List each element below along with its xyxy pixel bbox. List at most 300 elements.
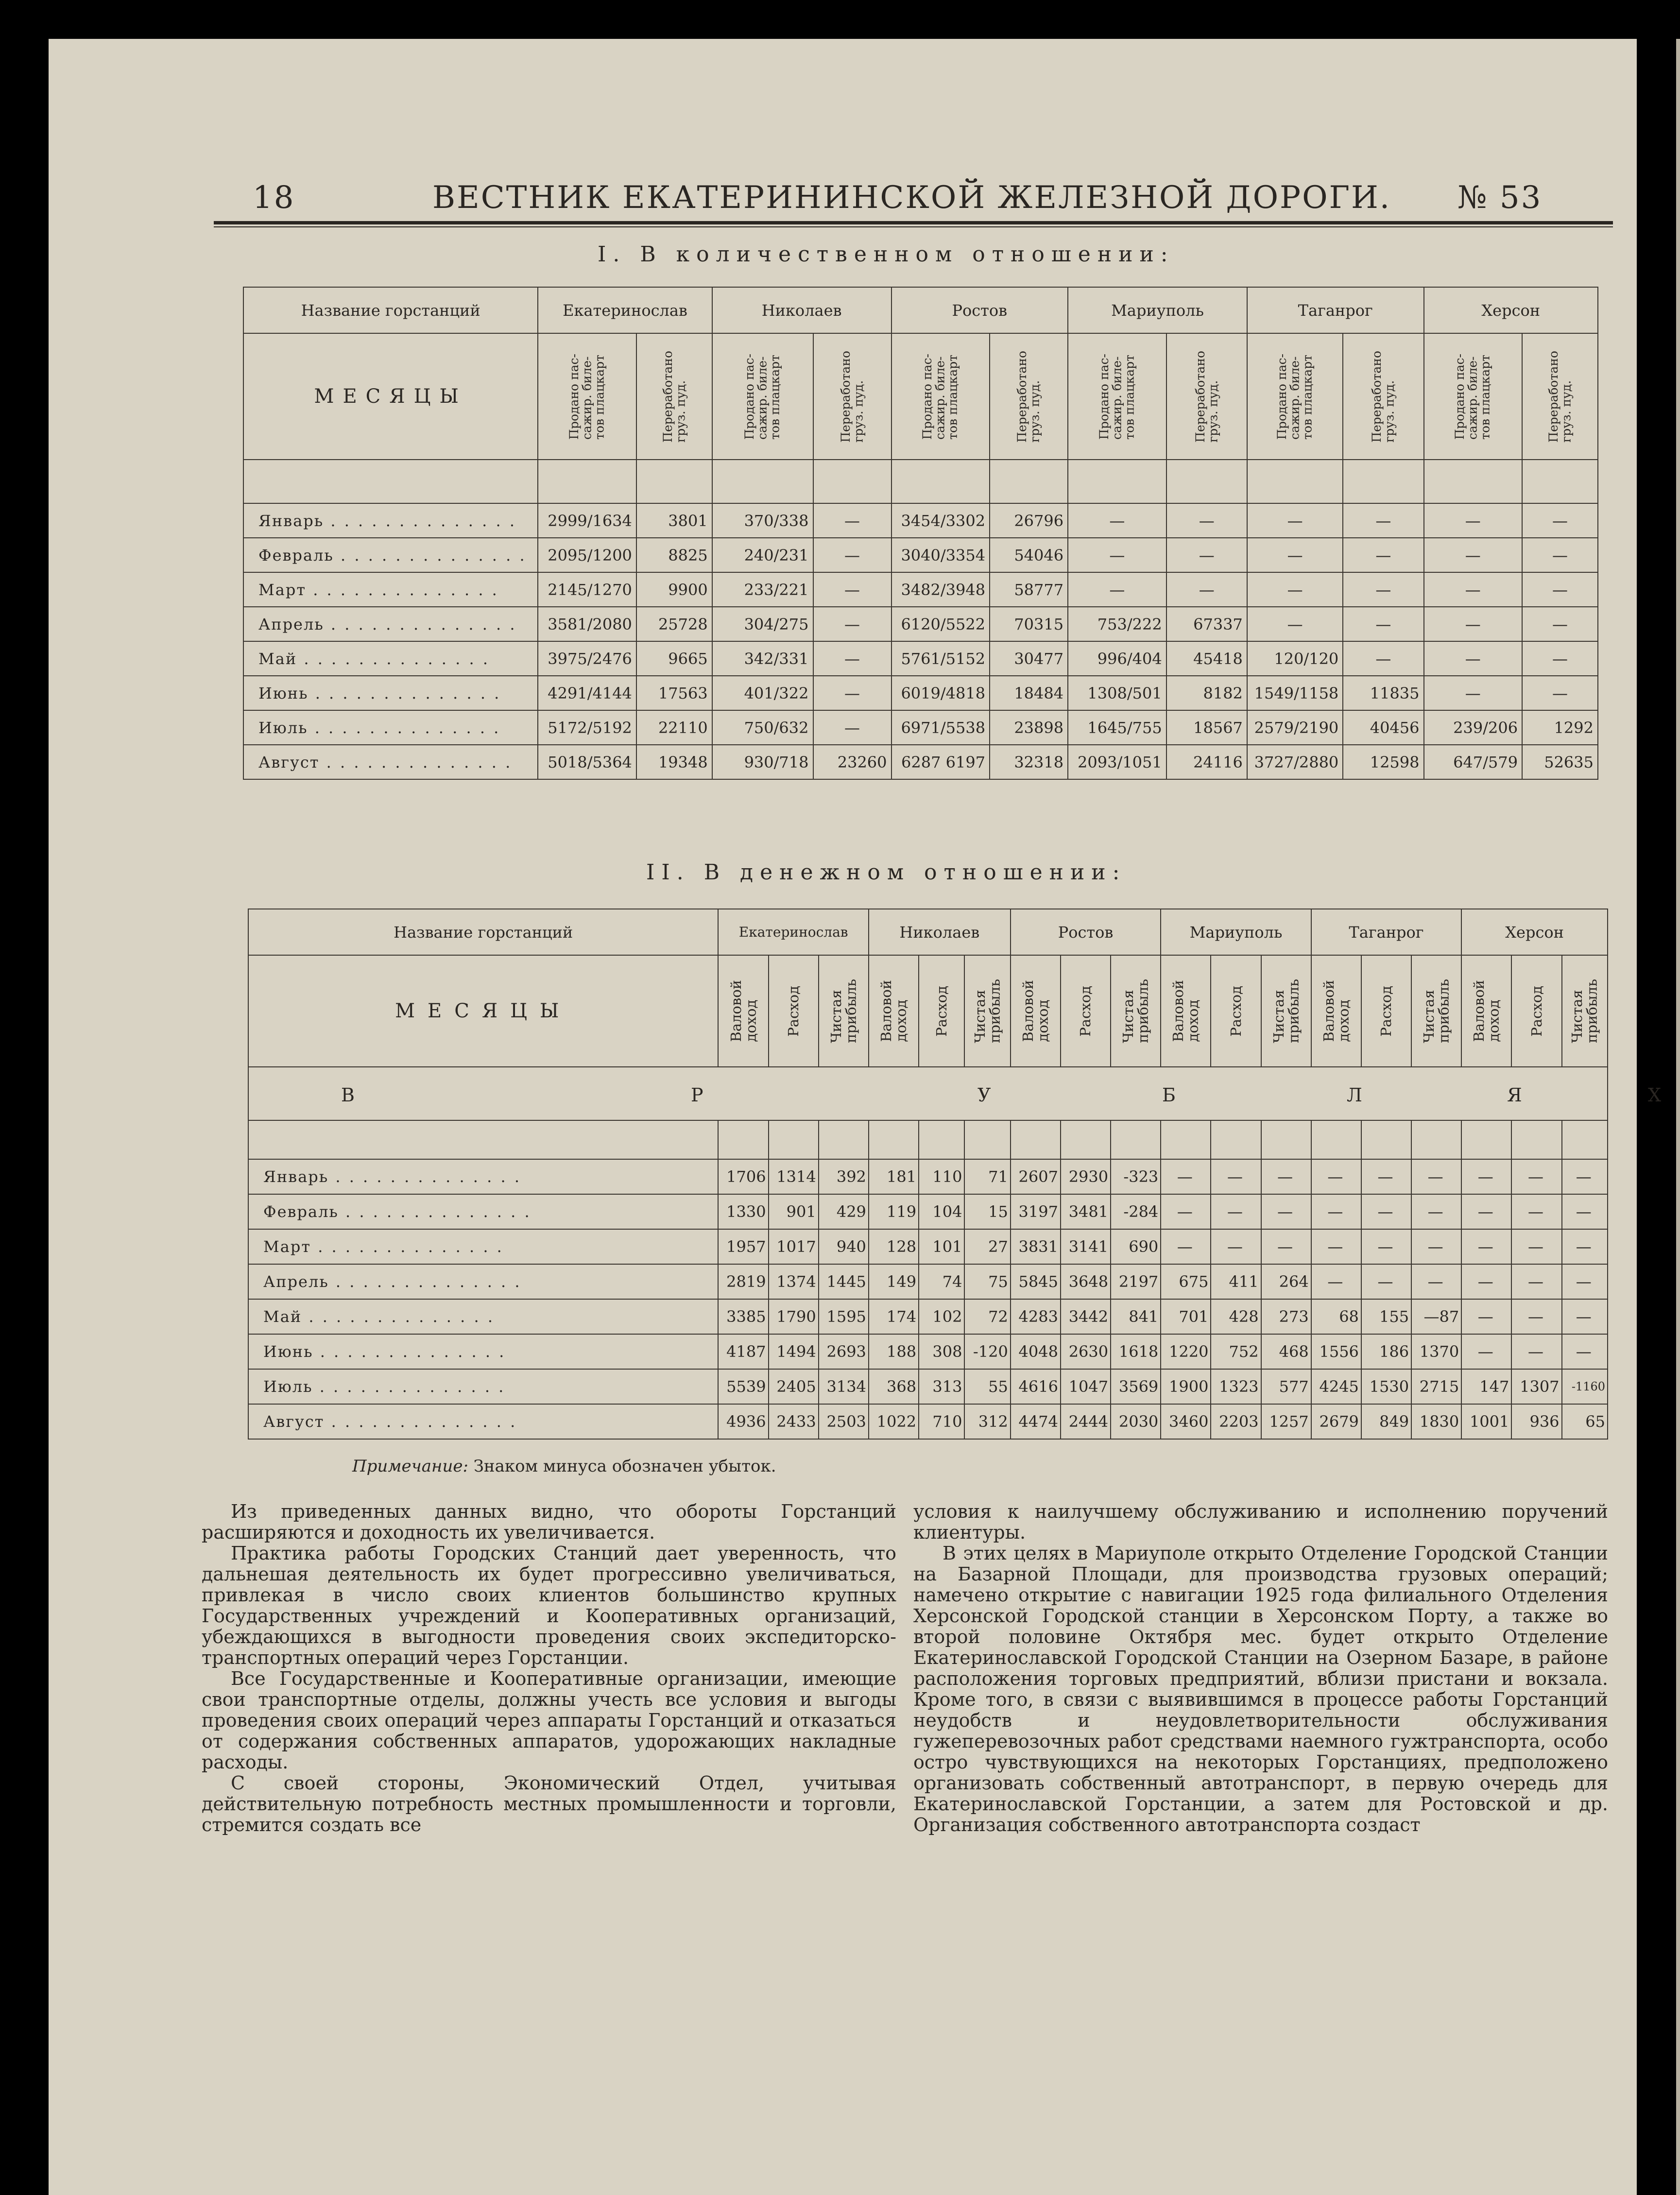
table2-station: Николаев xyxy=(869,909,1011,955)
table2-subheader xyxy=(1261,955,1311,1067)
table1-station: Таганрог xyxy=(1247,287,1424,333)
table2-cell: 181 xyxy=(869,1159,919,1194)
table1-cell: 753/222 xyxy=(1068,607,1166,641)
table2-subheader-label: Расход xyxy=(933,985,950,1037)
table2-cell: 1022 xyxy=(869,1404,919,1439)
table1-cell: — xyxy=(1522,503,1598,538)
table1-cell: — xyxy=(1343,572,1423,607)
table1-row xyxy=(243,710,1598,745)
table2-cell: 1790 xyxy=(769,1299,819,1334)
table2-unit-row xyxy=(248,1067,1608,1120)
table2-cell: — xyxy=(1562,1264,1608,1299)
table1-subheader-label: Переработано груз. пуд. xyxy=(1546,350,1574,443)
table1-subheader xyxy=(1068,333,1166,460)
table2-cell: 71 xyxy=(964,1159,1010,1194)
table2-row xyxy=(248,1369,1608,1404)
table1-cell: — xyxy=(1522,572,1598,607)
table2-cell: 1314 xyxy=(769,1159,819,1194)
table1-cell: 3482/3948 xyxy=(891,572,990,607)
table2-cell: 15 xyxy=(964,1194,1010,1229)
table2-cell: 936 xyxy=(1511,1404,1561,1439)
note-label: Примечание: xyxy=(352,1457,468,1476)
table2-cell: — xyxy=(1311,1159,1361,1194)
table2-subheader-label: Расход xyxy=(785,985,802,1037)
table2-cell: — xyxy=(1411,1194,1461,1229)
table2-cell: — xyxy=(1211,1194,1261,1229)
table2-subheader-label: Чистая прибыль xyxy=(972,979,1003,1043)
table2-cell: 4616 xyxy=(1011,1369,1061,1404)
note-text: Знаком минуса обозначен убыток. xyxy=(473,1457,776,1476)
table2-cell: 312 xyxy=(964,1404,1010,1439)
table2-corner-bottom: МЕСЯЦЫ xyxy=(248,955,718,1067)
table2-cell: 5845 xyxy=(1011,1264,1061,1299)
table2-cell: — xyxy=(1511,1334,1561,1369)
header-rule xyxy=(214,221,1613,224)
table2-cell: — xyxy=(1311,1194,1361,1229)
table2-row xyxy=(248,1229,1608,1264)
table2-unit-letter: Б xyxy=(1162,1084,1176,1106)
table2-cell: — xyxy=(1311,1229,1361,1264)
table2-cell: 3481 xyxy=(1061,1194,1111,1229)
table1-cell: — xyxy=(1166,538,1247,572)
table1-cell: 32318 xyxy=(990,745,1068,779)
table1-cell: 1549/1158 xyxy=(1247,676,1343,710)
table2-cell: — xyxy=(1261,1229,1311,1264)
table2-cell: 392 xyxy=(819,1159,869,1194)
table1-subheader-label: Продано пас- сажир. биле- тов плацкарт xyxy=(742,353,782,440)
table2-cell: 308 xyxy=(919,1334,964,1369)
table2-cell: 5539 xyxy=(718,1369,768,1404)
table2-subheader-label: Чистая прибыль xyxy=(1569,979,1600,1043)
table1-month: Июль . . . xyxy=(243,710,538,745)
table2-row xyxy=(248,1264,1608,1299)
table2-month: Апрель . . . xyxy=(248,1264,718,1299)
table2-month: Февраль . . . xyxy=(248,1194,718,1229)
table1-cell: 370/338 xyxy=(712,503,813,538)
table2-cell: 4048 xyxy=(1011,1334,1061,1369)
table2-cell: 1830 xyxy=(1411,1404,1461,1439)
table1-cell: 6971/5538 xyxy=(891,710,990,745)
table1-cell: 2999/1634 xyxy=(538,503,636,538)
table1-cell: — xyxy=(1343,607,1423,641)
table2-cell: 3385 xyxy=(718,1299,768,1334)
table2-subheader-label: Валовой доход xyxy=(1170,980,1201,1042)
table2-row xyxy=(248,1404,1608,1439)
table1-cell: 23898 xyxy=(990,710,1068,745)
table2-cell: 3831 xyxy=(1011,1229,1061,1264)
table2-cell: -1160 xyxy=(1562,1369,1608,1404)
table2-cell: 468 xyxy=(1261,1334,1311,1369)
table1-row xyxy=(243,607,1598,641)
table2-unit-letter: Х xyxy=(1648,1084,1662,1106)
table1-cell: 54046 xyxy=(990,538,1068,572)
text-column-left xyxy=(202,1501,896,1835)
table2-subheader xyxy=(1061,955,1111,1067)
table1-cell: — xyxy=(1247,538,1343,572)
table1-cell: 6019/4818 xyxy=(891,676,990,710)
table1-cell: 3801 xyxy=(636,503,712,538)
table2-cell: 3134 xyxy=(819,1369,869,1404)
table2-cell: 101 xyxy=(919,1229,964,1264)
table2-unit-cell xyxy=(248,1067,1662,1120)
table2-cell: 1330 xyxy=(718,1194,768,1229)
table1-cell: 647/579 xyxy=(1424,745,1523,779)
table1-cell: 2145/1270 xyxy=(538,572,636,607)
table1-corner-bottom: МЕСЯЦЫ xyxy=(243,333,538,460)
table1-cell: — xyxy=(1068,572,1166,607)
table2-cell: — xyxy=(1411,1264,1461,1299)
table2-cell: 940 xyxy=(819,1229,869,1264)
table1-subheader xyxy=(712,333,813,460)
table1-cell: 26796 xyxy=(990,503,1068,538)
table1-cell: 1292 xyxy=(1522,710,1598,745)
table2-cell: 65 xyxy=(1562,1404,1608,1439)
table2-cell: — xyxy=(1562,1229,1608,1264)
table1-cell: — xyxy=(813,538,891,572)
table2-cell: 104 xyxy=(919,1194,964,1229)
table2-cell: 1257 xyxy=(1261,1404,1311,1439)
table1-subheader xyxy=(990,333,1068,460)
table2-subheader-label: Чистая прибыль xyxy=(827,979,859,1043)
table1-cell: 8825 xyxy=(636,538,712,572)
table2-subheader xyxy=(964,955,1010,1067)
table1-cell: — xyxy=(1522,676,1598,710)
table2-cell: — xyxy=(1511,1159,1561,1194)
table2-month: Январь . . . xyxy=(248,1159,718,1194)
table1-cell: 70315 xyxy=(990,607,1068,641)
table1-cell: 401/322 xyxy=(712,676,813,710)
table1-subheader-label: Переработано груз. пуд. xyxy=(838,350,865,443)
table2-station: Херсон xyxy=(1461,909,1608,955)
table1-cell: — xyxy=(1166,503,1247,538)
table2-cell: 74 xyxy=(919,1264,964,1299)
table2-cell: 3460 xyxy=(1161,1404,1211,1439)
table1-cell: 24116 xyxy=(1166,745,1247,779)
table1-cell: 3040/3354 xyxy=(891,538,990,572)
table1-cell: 22110 xyxy=(636,710,712,745)
table2-cell: — xyxy=(1411,1229,1461,1264)
table2-cell: 411 xyxy=(1211,1264,1261,1299)
table2-cell: 2630 xyxy=(1061,1334,1111,1369)
table2-subheader-label: Валовой доход xyxy=(727,980,759,1042)
table2-cell: 1001 xyxy=(1461,1404,1511,1439)
table2-cell: — xyxy=(1461,1159,1511,1194)
table1-cell: 2095/1200 xyxy=(538,538,636,572)
issue-number: № 53 xyxy=(1457,180,1543,216)
table2-cell: 2819 xyxy=(718,1264,768,1299)
table2-subheader xyxy=(1111,955,1161,1067)
table1-cell: 1645/755 xyxy=(1068,710,1166,745)
table2-cell: 110 xyxy=(919,1159,964,1194)
table2-subheader-label: Чистая прибыль xyxy=(1120,979,1151,1043)
table1-cell: — xyxy=(1424,607,1523,641)
table2-unit-letter: В xyxy=(341,1084,355,1106)
table2-cell: -284 xyxy=(1111,1194,1161,1229)
table1-station: Екатеринослав xyxy=(538,287,712,333)
table2-subheader xyxy=(1411,955,1461,1067)
table1-title: I. В количественном отношении: xyxy=(598,242,1175,267)
table2-cell: -120 xyxy=(964,1334,1010,1369)
page-edge xyxy=(1676,39,1680,2195)
table1-cell: — xyxy=(1424,676,1523,710)
table1-cell: — xyxy=(813,572,891,607)
text-column-right xyxy=(913,1501,1608,1835)
table1-cell: — xyxy=(1424,503,1523,538)
paragraph: Все Государственные и Кооперативные организации, имеющие свои транспортные отделы, должны учесть все условия и выгоды проведения своих операций через аппараты Горстанций и отказаться от содержания собственных аппаратов, удорожающих накладные расходы. xyxy=(202,1668,896,1773)
table2-subheader-label: Валовой доход xyxy=(1471,980,1502,1042)
table2-cell: 264 xyxy=(1261,1264,1311,1299)
table2-subheader xyxy=(1511,955,1561,1067)
header-rule-thin xyxy=(214,226,1613,227)
table1-cell: 58777 xyxy=(990,572,1068,607)
table2-cell: 2444 xyxy=(1061,1404,1111,1439)
table2-cell: — xyxy=(1461,1194,1511,1229)
table-money xyxy=(248,909,1662,1440)
table1-cell: 23260 xyxy=(813,745,891,779)
table1-cell: — xyxy=(1247,607,1343,641)
table2-station: Екатеринослав xyxy=(718,909,868,955)
table2-cell: 149 xyxy=(869,1264,919,1299)
table1-cell: 239/206 xyxy=(1424,710,1523,745)
table1-cell: 304/275 xyxy=(712,607,813,641)
table1-cell: — xyxy=(1424,641,1523,676)
table1-cell: — xyxy=(813,676,891,710)
table2-subheader-label: Расход xyxy=(1378,985,1395,1037)
table1-subheader-label: Продано пас- сажир. биле- тов плацкарт xyxy=(1097,353,1137,440)
table2-month: Июль . . . xyxy=(248,1369,718,1404)
paragraph: С своей стороны, Экономический Отдел, учитывая действительную потребность местных промышленности и торговли, стремится создать все xyxy=(202,1772,896,1835)
table2-subheader-label: Расход xyxy=(1227,985,1244,1037)
table2-cell: 75 xyxy=(964,1264,1010,1299)
table2-cell: — xyxy=(1461,1229,1511,1264)
table2-title: II. В денежном отношении: xyxy=(646,860,1127,885)
table2-cell: 174 xyxy=(869,1299,919,1334)
table1-cell: 5018/5364 xyxy=(538,745,636,779)
table2-subheader-label: Валовой доход xyxy=(878,980,909,1042)
table1-row xyxy=(243,676,1598,710)
table2-cell: 2679 xyxy=(1311,1404,1361,1439)
table2-cell: — xyxy=(1161,1159,1211,1194)
table1-row xyxy=(243,572,1598,607)
table1-subheader-label: Переработано груз. пуд. xyxy=(1193,350,1220,443)
table2-cell: 1957 xyxy=(718,1229,768,1264)
table1-cell: 25728 xyxy=(636,607,712,641)
table1-subheader xyxy=(891,333,990,460)
table1-subheader-label: Продано пас- сажир. биле- тов плацкарт xyxy=(1275,353,1315,440)
table1-cell: 120/120 xyxy=(1247,641,1343,676)
table1-subheader xyxy=(1166,333,1247,460)
table2-cell: 4187 xyxy=(718,1334,768,1369)
table2-cell: — xyxy=(1511,1229,1561,1264)
table1-station: Херсон xyxy=(1424,287,1598,333)
table1-cell: 342/331 xyxy=(712,641,813,676)
table2-cell: —87 xyxy=(1411,1299,1461,1334)
table2-subheader-label: Валовой доход xyxy=(1320,980,1352,1042)
table1-cell: 6287 6197 xyxy=(891,745,990,779)
table1-cell: 6120/5522 xyxy=(891,607,990,641)
table-quantity xyxy=(243,287,1598,780)
table1-cell: 18567 xyxy=(1166,710,1247,745)
table1-row xyxy=(243,641,1598,676)
table2-subheader xyxy=(919,955,964,1067)
table1-month: Март . . . xyxy=(243,572,538,607)
table1-cell: 12598 xyxy=(1343,745,1423,779)
table2-cell: 4474 xyxy=(1011,1404,1061,1439)
table2-cell: 1220 xyxy=(1161,1334,1211,1369)
table2-cell: 2203 xyxy=(1211,1404,1261,1439)
table2-cell: 3442 xyxy=(1061,1299,1111,1334)
table2-subheader xyxy=(1211,955,1261,1067)
table1-month: Август . . . xyxy=(243,745,538,779)
table1-month: Июнь . . . xyxy=(243,676,538,710)
table2-cell: 841 xyxy=(1111,1299,1161,1334)
table2-cell: 2433 xyxy=(769,1404,819,1439)
table2-cell: 4283 xyxy=(1011,1299,1061,1334)
table1-cell: — xyxy=(1522,641,1598,676)
table2-cell: — xyxy=(1411,1159,1461,1194)
table1-cell: — xyxy=(1247,572,1343,607)
table2-unit-letter: Я xyxy=(1507,1084,1522,1106)
table2-cell: 4245 xyxy=(1311,1369,1361,1404)
table1-subheader xyxy=(1424,333,1523,460)
table2-cell: 155 xyxy=(1361,1299,1411,1334)
table-note xyxy=(352,1457,776,1476)
table2-cell: 577 xyxy=(1261,1369,1311,1404)
table2-unit-letter: У xyxy=(977,1084,991,1106)
table1-cell: 67337 xyxy=(1166,607,1247,641)
table1-cell: 3727/2880 xyxy=(1247,745,1343,779)
table2-subheader-label: Валовой доход xyxy=(1019,980,1051,1042)
table2-cell: -323 xyxy=(1111,1159,1161,1194)
table2-cell: 901 xyxy=(769,1194,819,1229)
table2-unit-letter: Л xyxy=(1347,1084,1362,1106)
table2-cell: 2197 xyxy=(1111,1264,1161,1299)
table2-station: Ростов xyxy=(1011,909,1161,955)
table1-cell: — xyxy=(813,641,891,676)
page-sheet xyxy=(49,39,1662,2195)
table1-month: Апрель . . . xyxy=(243,607,538,641)
table2-cell: — xyxy=(1261,1159,1311,1194)
table2-cell: 188 xyxy=(869,1334,919,1369)
table2-cell: 1494 xyxy=(769,1334,819,1369)
table1-cell: 3454/3302 xyxy=(891,503,990,538)
table2-month: Март . . . xyxy=(248,1229,718,1264)
table1-cell: — xyxy=(1343,538,1423,572)
table2-cell: — xyxy=(1161,1194,1211,1229)
table2-station: Таганрог xyxy=(1311,909,1461,955)
table2-row xyxy=(248,1299,1608,1334)
table2-cell: — xyxy=(1461,1264,1511,1299)
table2-cell: 752 xyxy=(1211,1334,1261,1369)
table2-subheader-label: Чистая прибыль xyxy=(1421,979,1452,1043)
paragraph: Из приведенных данных видно, что обороты Горстанций расширяются и доходность их увеличивается. xyxy=(202,1501,896,1543)
table2-cell: 186 xyxy=(1361,1334,1411,1369)
table1-corner-top: Название горстанций xyxy=(243,287,538,333)
table1-subheader-label: Продано пас- сажир. биле- тов плацкарт xyxy=(567,353,607,440)
table2-month: Май . . . xyxy=(248,1299,718,1334)
table1-month: Январь . . . xyxy=(243,503,538,538)
table2-cell: — xyxy=(1161,1229,1211,1264)
table2-cell: — xyxy=(1511,1194,1561,1229)
table2-subheader xyxy=(1461,955,1511,1067)
table1-subheader-label: Продано пас- сажир. биле- тов плацкарт xyxy=(1453,353,1492,440)
table1-row xyxy=(243,538,1598,572)
table1-subheader-label: Переработано груз. пуд. xyxy=(1370,350,1397,443)
table2-cell: — xyxy=(1361,1194,1411,1229)
table2-cell: — xyxy=(1211,1159,1261,1194)
journal-title: ВЕСТНИК ЕКАТЕРИНИНСКОЙ ЖЕЛЕЗНОЙ ДОРОГИ. xyxy=(432,180,1391,216)
table2-cell: 1307 xyxy=(1511,1369,1561,1404)
paragraph: Практика работы Городских Станций дает уверенность, что дальнешая деятельность их будет прогрессивно увеличиваться, привлекая в число своих клиентов большинство крупных Государственных учреждений и Кооперативных организаций, убеждающихся в выгодности проведения своих экспедиторско-транспортных операций через Горстанции. xyxy=(202,1543,896,1668)
table2-cell: 3569 xyxy=(1111,1369,1161,1404)
table2-cell: 710 xyxy=(919,1404,964,1439)
table1-cell: 930/718 xyxy=(712,745,813,779)
table2-subheader xyxy=(1161,955,1211,1067)
table2-cell: 3648 xyxy=(1061,1264,1111,1299)
table2-subheader xyxy=(1011,955,1061,1067)
table1-subheader xyxy=(813,333,891,460)
table2-corner-top: Название горстанций xyxy=(248,909,718,955)
table1-subheader-label: Продано пас- сажир. биле- тов плацкарт xyxy=(920,353,960,440)
table2-month: Август . . . xyxy=(248,1404,718,1439)
table2-cell: 368 xyxy=(869,1369,919,1404)
table1-cell: — xyxy=(813,710,891,745)
table1-month: Май . . . xyxy=(243,641,538,676)
table2-cell: 68 xyxy=(1311,1299,1361,1334)
table2-cell: — xyxy=(1361,1159,1411,1194)
table1-subheader xyxy=(636,333,712,460)
table2-cell: 2030 xyxy=(1111,1404,1161,1439)
table2-subheader xyxy=(869,955,919,1067)
table2-subheader xyxy=(1361,955,1411,1067)
table1-cell: 11835 xyxy=(1343,676,1423,710)
table2-station: Мариуполь xyxy=(1161,909,1311,955)
table1-subheader xyxy=(538,333,636,460)
table2-cell: — xyxy=(1461,1299,1511,1334)
table1-cell: 750/632 xyxy=(712,710,813,745)
table2-cell: — xyxy=(1261,1194,1311,1229)
table1-cell: 9900 xyxy=(636,572,712,607)
table2-cell: 701 xyxy=(1161,1299,1211,1334)
table2-subheader xyxy=(819,955,869,1067)
table2-cell: — xyxy=(1461,1334,1511,1369)
table2-subheader xyxy=(769,955,819,1067)
table1-cell: 9665 xyxy=(636,641,712,676)
table1-cell: 996/404 xyxy=(1068,641,1166,676)
table2-subheader xyxy=(718,955,768,1067)
table1-subheader xyxy=(1522,333,1598,460)
table1-cell: 40456 xyxy=(1343,710,1423,745)
table2-cell: 3197 xyxy=(1011,1194,1061,1229)
table2-cell: — xyxy=(1361,1229,1411,1264)
table1-cell: 45418 xyxy=(1166,641,1247,676)
table1-cell: — xyxy=(1247,503,1343,538)
table1-station: Мариуполь xyxy=(1068,287,1247,333)
table1-cell: 2093/1051 xyxy=(1068,745,1166,779)
table2-cell: — xyxy=(1311,1264,1361,1299)
table1-cell: — xyxy=(1343,641,1423,676)
table2-cell: 2607 xyxy=(1011,1159,1061,1194)
table1-cell: — xyxy=(1343,503,1423,538)
table2-cell: 849 xyxy=(1361,1404,1411,1439)
table1-cell: — xyxy=(1424,538,1523,572)
table2-cell: 55 xyxy=(964,1369,1010,1404)
table2-cell: 1900 xyxy=(1161,1369,1211,1404)
table2-subheader xyxy=(1562,955,1608,1067)
table2-cell: — xyxy=(1562,1194,1608,1229)
table1-row xyxy=(243,745,1598,779)
table1-cell: 8182 xyxy=(1166,676,1247,710)
